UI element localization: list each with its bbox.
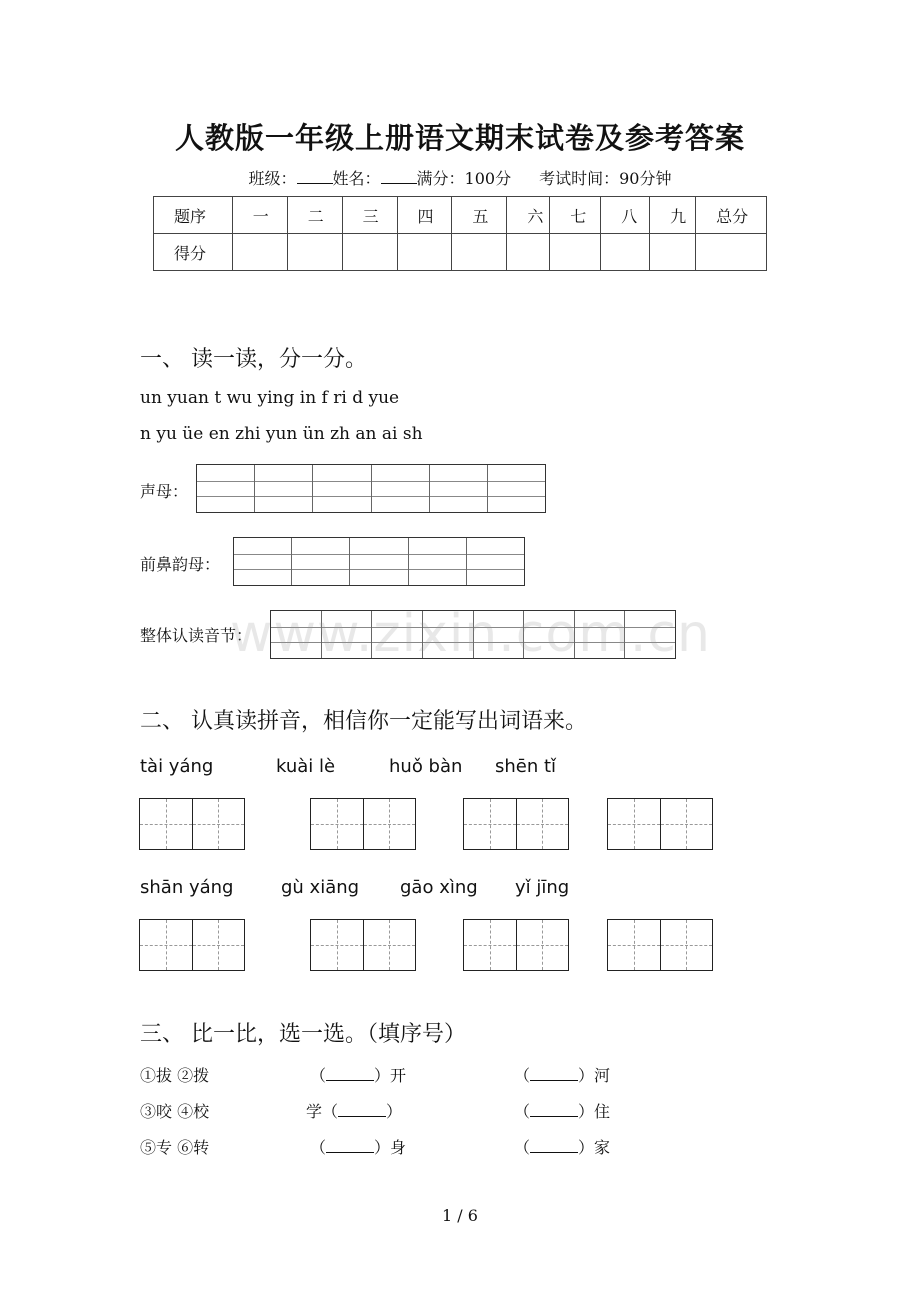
score-table (153, 196, 767, 271)
fill-blank-item[interactable]: （ ）身 (310, 1138, 407, 1157)
score-row-label: 得分 (154, 234, 233, 271)
pinyin-word: shēn tǐ (495, 756, 557, 777)
pinyin-word: gù xiāng (281, 877, 360, 898)
fill-blank-item[interactable]: （ ）住 (514, 1102, 611, 1121)
class-blank (297, 169, 333, 184)
score-cell[interactable] (650, 234, 696, 271)
score-cell[interactable] (696, 234, 767, 271)
score-header-cell: 六 (507, 197, 550, 234)
score-header-cell: 九 (650, 197, 696, 234)
score-cell[interactable] (232, 234, 287, 271)
score-cell[interactable] (452, 234, 507, 271)
fill-blank-item[interactable]: （ ）河 (514, 1066, 611, 1085)
score-cell[interactable] (507, 234, 550, 271)
pinyin-word: huǒ bàn (389, 756, 463, 777)
char-pair: ⑤专 ⑥转 (140, 1138, 210, 1157)
char-pair: ③咬 ④校 (140, 1102, 210, 1121)
fill-blank-item[interactable]: 学（ ） (306, 1102, 403, 1121)
pinyin-word: shān yáng (140, 877, 234, 898)
tianzige-box[interactable] (310, 798, 416, 850)
pinyin-word: gāo xìng (400, 877, 478, 898)
score-header-cell: 二 (287, 197, 342, 234)
score-cell[interactable] (601, 234, 650, 271)
tianzige-box[interactable] (607, 919, 713, 971)
section1-heading: 一、 读一读，分一分。 (140, 347, 367, 372)
section2-heading: 二、 认真读拼音，相信你一定能写出词语来。 (140, 709, 587, 734)
tianzige-box[interactable] (463, 919, 569, 971)
page-number: 1 / 6 (442, 1206, 478, 1225)
class-label: 班级： (248, 169, 297, 188)
section1-line1: un yuan t wu ying in f ri d yue (140, 388, 400, 408)
pinyin-word: yǐ jīng (515, 877, 570, 898)
name-label: 姓名： (332, 169, 381, 188)
score-header-cell: 题序 (154, 197, 233, 234)
score-header-cell: 五 (452, 197, 507, 234)
char-pair: ①拔 ②拨 (140, 1066, 210, 1085)
full-score: 满分：100分 (416, 169, 512, 188)
score-cell[interactable] (342, 234, 397, 271)
fill-blank-item[interactable]: （ ）开 (310, 1066, 407, 1085)
qianbi-writing-grid[interactable] (233, 537, 525, 586)
section1-line2: n yu üe en zhi yun ün zh an ai sh (140, 424, 423, 444)
shengmu-label: 声母： (140, 482, 189, 501)
exam-info (0, 166, 920, 189)
score-header-cell: 七 (550, 197, 601, 234)
pinyin-word: tài yáng (140, 756, 214, 777)
page-title: 人教版一年级上册语文期末试卷及参考答案 (174, 121, 745, 155)
score-cell[interactable] (550, 234, 601, 271)
name-blank (381, 169, 417, 184)
score-header-row (154, 197, 767, 234)
exam-time: 考试时间：90分钟 (539, 169, 672, 188)
score-header-cell: 四 (397, 197, 452, 234)
shengmu-writing-grid[interactable] (196, 464, 546, 513)
fill-blank-item[interactable]: （ ）家 (514, 1138, 611, 1157)
tianzige-box[interactable] (139, 798, 245, 850)
score-header-cell: 总分 (696, 197, 767, 234)
pinyin-word: kuài lè (276, 756, 336, 777)
score-cell[interactable] (397, 234, 452, 271)
zhengti-label: 整体认读音节： (140, 626, 253, 645)
score-header-cell: 一 (232, 197, 287, 234)
tianzige-box[interactable] (139, 919, 245, 971)
tianzige-box[interactable] (607, 798, 713, 850)
tianzige-box[interactable] (310, 919, 416, 971)
score-value-row (154, 234, 767, 271)
qianbi-label: 前鼻韵母： (140, 555, 221, 574)
section3-heading: 三、 比一比，选一选。（填序号） (140, 1022, 466, 1047)
tianzige-box[interactable] (463, 798, 569, 850)
score-header-cell: 三 (342, 197, 397, 234)
score-cell[interactable] (287, 234, 342, 271)
watermark: www.zixin.com.cn (230, 604, 711, 664)
score-header-cell: 八 (601, 197, 650, 234)
